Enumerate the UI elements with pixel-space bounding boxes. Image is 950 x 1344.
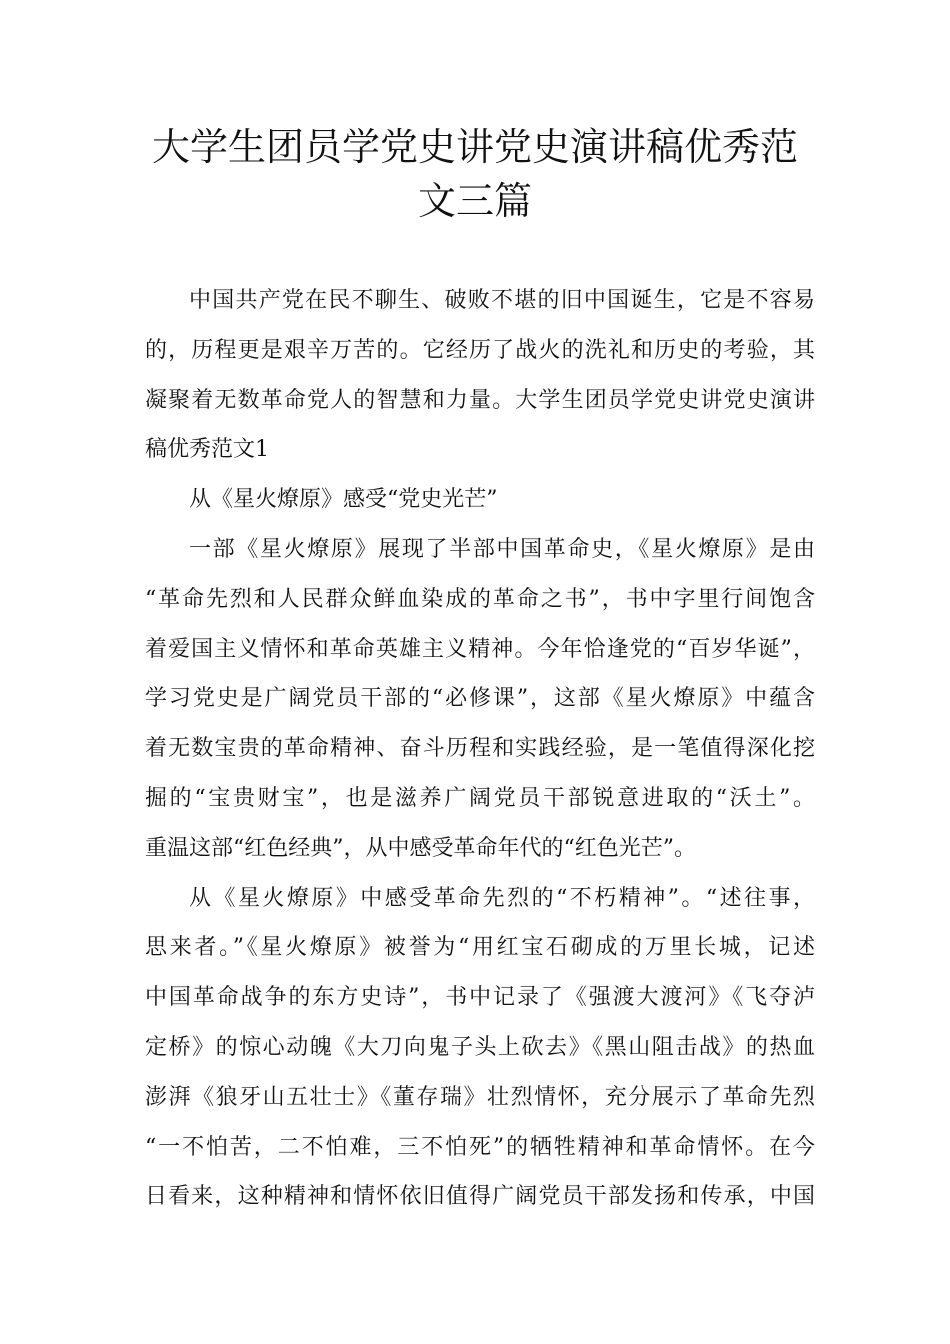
body-line: 澎湃《狼牙山五壮士》《董存瑞》壮烈情怀，充分展示了革命先烈 <box>145 1084 815 1110</box>
body-line: 着爱国主义情怀和革命英雄主义精神。今年恰逢党的“百岁华诞”， <box>145 636 815 662</box>
document-body <box>145 283 815 1229</box>
body-line: 的，历程更是艰辛万苦的。它经历了战火的洗礼和历史的考验，其 <box>145 337 815 363</box>
body-line: 重温这部“红色经典”，从中感受革命年代的“红色光芒”。 <box>145 835 696 861</box>
body-line: 着无数宝贵的革命精神、奋斗历程和实践经验，是一笔值得深化挖 <box>145 736 815 762</box>
body-line: “革命先烈和人民群众鲜血染成的革命之书”，书中字里行间饱含 <box>145 586 815 612</box>
body-line: 思来者。”《星火燎原》被誉为“用红宝石砌成的万里长城，记述 <box>145 935 815 961</box>
body-line: 中国革命战争的东方史诗”，书中记录了《强渡大渡河》《飞夺泸 <box>145 985 815 1011</box>
body-line: 凝聚着无数革命党人的智慧和力量。大学生团员学党史讲党史演讲 <box>145 387 815 413</box>
title-line-2: 文三篇 <box>417 179 532 223</box>
title-line-1: 大学生团员学党史讲党史演讲稿优秀范 <box>151 125 798 169</box>
body-line: 稿优秀范文1 <box>145 437 269 463</box>
body-line: 学习党史是广阔党员干部的“必修课”，这部《星火燎原》中蕴含 <box>145 686 815 712</box>
body-line: 日看来，这种精神和情怀依旧值得广阔党员干部发扬和传承，中国 <box>145 1184 815 1210</box>
body-line: 中国共产党在民不聊生、破败不堪的旧中国诞生，它是不容易 <box>189 288 815 313</box>
body-line: 定桥》的惊心动魄《大刀向鬼子头上砍去》《黑山阻击战》的热血 <box>145 1034 815 1060</box>
body-line: 一部《星火燎原》展现了半部中国革命史，《星火燎原》是由 <box>189 536 815 562</box>
body-line: 从《星火燎原》中感受革命先烈的“不朽精神”。“述往事， <box>189 885 815 911</box>
body-line: 掘的“宝贵财宝”，也是滋养广阔党员干部锐意进取的“沃土”。 <box>145 785 815 811</box>
section-heading: 从《星火燎原》感受“党史光芒” <box>189 487 498 513</box>
document-title <box>130 120 820 228</box>
body-line: “一不怕苦，二不怕难，三不怕死”的牺牲精神和革命情怀。在今 <box>145 1134 815 1160</box>
